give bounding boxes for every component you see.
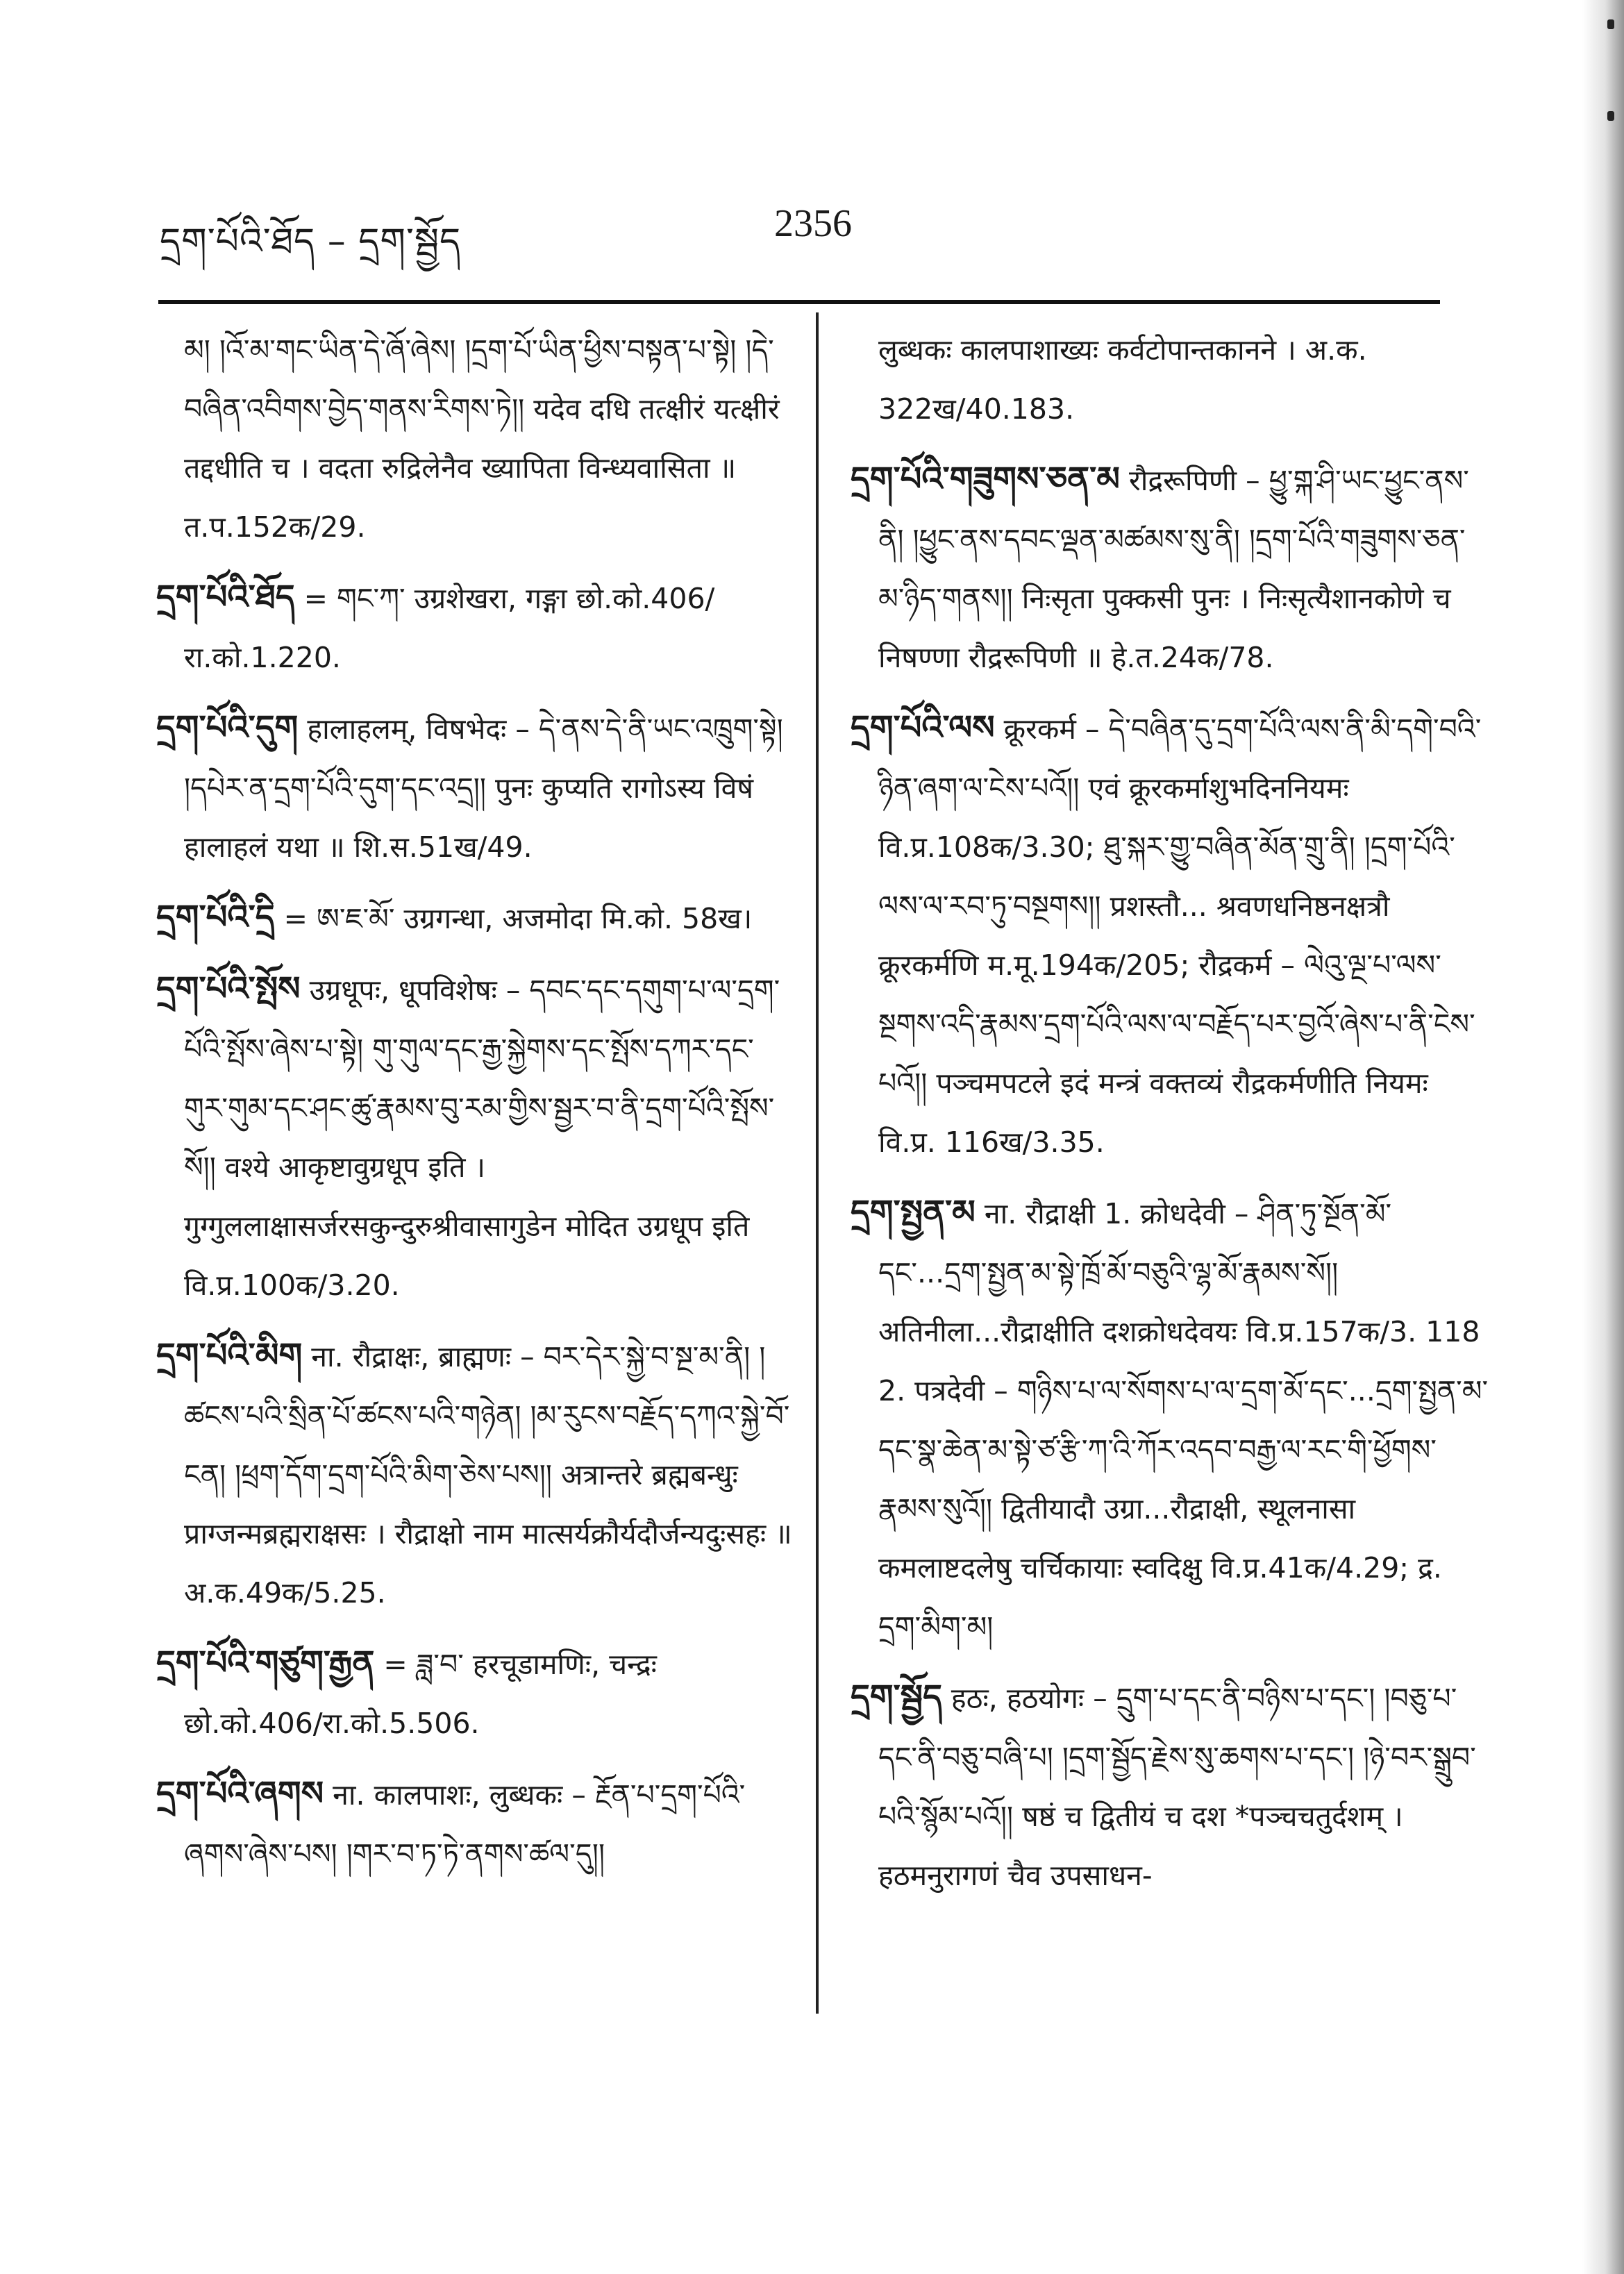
entry-headword: དྲག་པོའི་དྲི [156,898,275,937]
entry-headword: དྲག་པོའི་སྤོས [156,969,301,1008]
left-column [156,319,795,1895]
entry-headword: དྲག་པོའི་ཐོད [156,578,295,617]
page-edge-shadow [1582,0,1624,2274]
entry-headword: དྲག་པོའི་གཙུག་རྒྱན [156,1644,375,1682]
dictionary-entry [156,568,795,687]
entry-body: उग्रधूपः, धूपविशेषः – དབང་དང་དགུག་པ་ལ་དྲག་པོའི་སྤོས་ཞེས་པ་སྟེ། གུ་གུལ་དང་རྒྱ་སྐྱེགས་དང་སྤོས་དཀར་དང་གུར་གུམ་དང་ཤང་ཚུ་རྣམས་བུ་རམ་གྱིས་སྦྱར་བ་ནི་དྲག་པོའི་སྤོས་སོ།། वश्ये आकृष्टावुग्रधूप इति । गुग्गुललाक्षासर्जरसकुन्दुरुश्रीवासागुडेन मोदित उग्रधूप इति वि.प्र.100क/3.20. [184,973,780,1302]
entry-continuation [156,319,795,557]
entry-body: क्रूरकर्म – དེ་བཞིན་དུ་དྲག་པོའི་ལས་ནི་མི་དགེ་བའི་ཉིན་ཞག་ལ་ངེས་པའོ།། एवं क्रूरकर्माशुभदिननियमः वि.प्र.108क/3.30; ཐུ་སྐར་གྱུ་བཞིན་མོན་གྲུ་ནི། །དྲག་པོའི་ལས་ལ་རབ་ཏུ་བསྔགས།། प्रशस्तौ... श्रवणधनिष्ठनक्षत्रौ क्रूरकर्मणि म.मू.194क/205; रौद्रकर्म – ལེའུ་ལྔ་པ་ལས་སྔགས་འདི་རྣམས་དྲག་པོའི་ལས་ལ་བརྗོད་པར་བྱའོ་ཞེས་པ་ནི་ངེས་པའོ།། पञ्चमपटले इदं मन्त्रं वक्तव्यं रौद्रकर्मणीति नियमः वि.प्र. 116ख/3.35. [878,712,1482,1159]
entry-headword: དྲག་སྦྱོད [851,1678,942,1716]
entry-headword: དྲག་པོའི་དུག [156,708,299,747]
entry-body: हठः, हठयोगः – དྲུག་པ་དང་ནི་བཉིས་པ་དང་། །བཅུ་པ་དང་ནི་བཅུ་བཞི་པ། །དྲག་སྦྱོད་རྗེས་སུ་ཆགས་པ་དང་། །ཉེ་བར་སྒྲུབ་པའི་སྙོམ་པའོ།། षष्ठं च द्वितीयं च दश *पञ्चचतुर्दशम् । हठमनुरागणं चैव उपसाधन- [878,1682,1476,1892]
entry-headword: དྲག་པོའི་མིག [156,1336,303,1375]
entry-headword: དྲག་པོའི་གཟུགས་ཅན་མ [851,460,1120,499]
entry-continuation [851,319,1489,439]
dictionary-entry [851,1668,1489,1905]
entry-body: ना. रौद्राक्षी 1. क्रोधदेवी – ཤིན་ཏུ་སྔོན་མོ་དང་...དྲག་སྤྱན་མ་སྟེ་ཁྲོ་མོ་བཅུའི་ལྷ་མོ་རྣམས་སོ།། अतिनीला...रौद्राक्षीति दशक्रोधदेवयः वि.प्र.157क/3. 118 2. पत्रदेवी – གཉིས་པ་ལ་སོགས་པ་ལ་དྲག་མོ་དང་...དྲག་སྤྱན་མ་དང་སྣ་ཆེན་མ་སྟེ་ཙ་རྩི་ཀ་འི་ཀོར་འདབ་བརྒྱ་ལ་རང་གི་ཕྱོགས་རྣམས་སུའོ།། द्वितीयादौ उग्रा...रौद्राक्षी, स्थूलनासा कमलाष्टदलेषु चर्चिकायाः स्वदिक्षु वि.प्र.41क/4.29; द्र. དྲག་མིག་མ། [878,1197,1489,1644]
running-head: དྲག་པོའི་ཐོད – དྲག་སྦྱོད [160,221,462,262]
entry-body: = གང་ཀ་ उग्रशेखरा, गङ्गा छो.को.406/रा.को.1.220. [184,582,715,674]
dictionary-entry [156,1326,795,1623]
scan-mark [1607,19,1614,29]
scan-mark [1607,111,1614,121]
entry-headword: དྲག་པོའི་ཞགས [156,1774,324,1813]
entry-body: ना. रौद्राक्षः, ब्राह्मणः – བར་དེར་སྐྱེ་བ་སྔ་མ་ནི། །ཚངས་པའི་སྲིན་པོ་ཚངས་པའི་གཉེན། །མ་རུངས་བརྗོད་དཀའ་སྐྱེ་བོ་ངན། །ཕྲག་དོག་དྲག་པོའི་མིག་ཅེས་པས།། अत्रान्तरे ब्रह्मबन्धुः प्राग्जन्मब्रह्मराक्षसः । रौद्राक्षो नाम मात्सर्यक्रौर्यदौर्जन्यदुःसहः ॥ अ.क.49क/5.25. [184,1340,792,1610]
dictionary-entry [851,699,1489,1172]
column-divider [816,312,819,2014]
dictionary-entry [156,699,795,877]
dictionary-entry [851,1183,1489,1657]
entry-body: रौद्ररूपिणी – ཕྱུ་གྐ་ཤི་ཡང་ཕྱུང་ནས་ནི། །ཕྱུང་ནས་དབང་ལྡན་མཚམས་སུ་ནི། །དྲག་པོའི་གཟུགས་ཅན་མ་ཉིད་གནས།། निःसृता पुक्कसी पुनः । निःसृत्यैशानकोणे च निषण्णा रौद्ररूपिणी ॥ हे.त.24क/78. [878,464,1469,674]
entry-body: མ། །འོ་མ་གང་ཡིན་དེ་ཞོ་ཞེས། །དྲག་པོ་ཡིན་ཕྱིས་བསྟན་པ་སྟེ། །དེ་བཞིན་འབིགས་བྱེད་གནས་རིགས་ཏེ།། यदेव दधि तत्क्षीरं यत्क्षीरं तद्दधीति च । वदता रुद्रिलेनैव ख्यापिता विन्ध्यवासिता ॥ त.प.152क/29. [184,333,780,544]
entry-body: = ཟླ་བ་ हरचूडामणिः, चन्द्रः छो.को.406/रा.को.5.506. [184,1648,657,1740]
entry-headword: དྲག་སྤྱན་མ [851,1193,976,1232]
header-rule [158,300,1440,304]
dictionary-entry [851,450,1489,687]
entry-body: हालाहलम्, विषभेदः – དེ་ནས་དེ་ནི་ཡང་འཁྲུག་སྟེ། །དཔེར་ན་དྲག་པོའི་དུག་དང་འདྲ།། पुनः कुप्यति रागोऽस्य विषं हालाहलं यथा ॥ शि.स.51ख/49. [184,712,783,864]
entry-headword: དྲག་པོའི་ལས [851,708,995,747]
entry-body: ना. कालपाशः, लुब्धकः – རྔོན་པ་དྲག་པོའི་ཞགས་ཞེས་པས། །གར་བ་ཏ་ཏེ་ནགས་ཚལ་དུ།། [184,1778,746,1871]
page-header [160,201,1437,262]
entry-body: = ཨ་ཇ་མོ་ उग्रगन्धा, अजमोदा मि.को. 58ख। [283,902,753,935]
page-number: 2356 [774,202,852,245]
dictionary-entry [156,1634,795,1753]
dictionary-entry [156,1764,795,1884]
entry-body: लुब्धकः कालपाशाख्यः कर्वटोपान्तकानने । अ.क. 322ख/40.183. [878,333,1367,426]
dictionary-entry [156,888,795,948]
right-column [851,319,1489,1916]
dictionary-entry [156,960,795,1315]
